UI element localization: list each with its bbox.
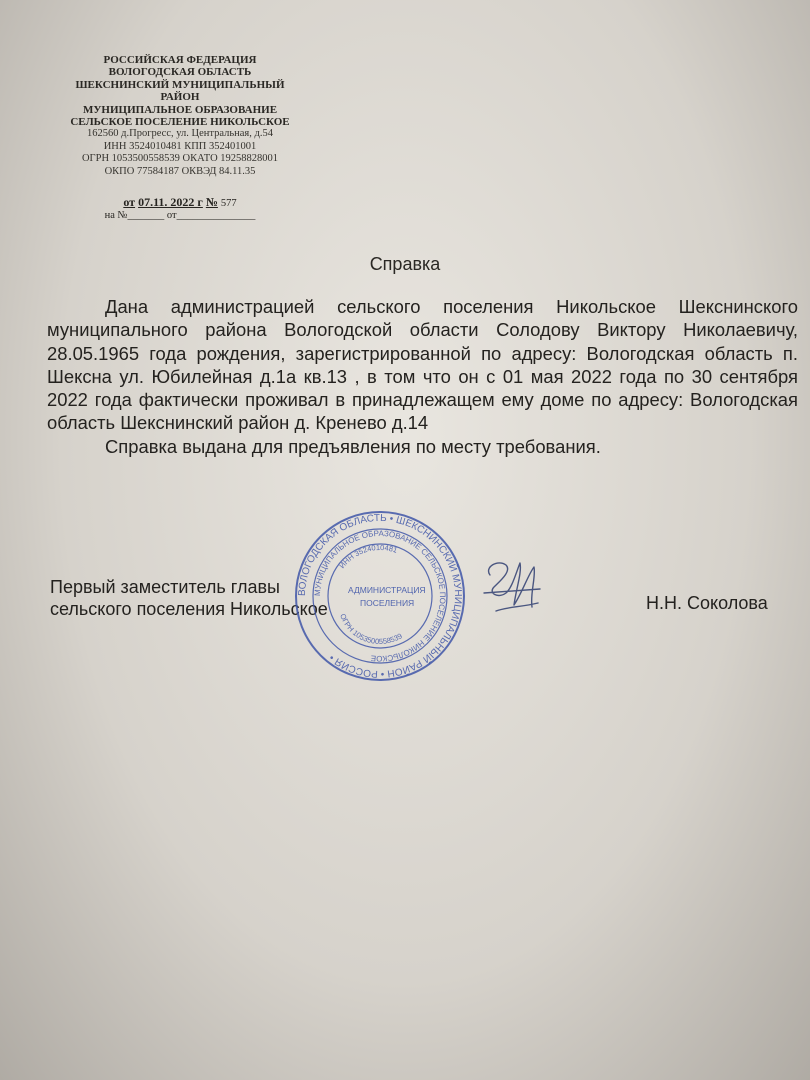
- seal-inn-text: ИНН 3524010481: [337, 542, 399, 571]
- reference-line: на №_______ от_______________: [104, 210, 256, 222]
- outgoing-no: 577: [220, 198, 237, 210]
- letterhead-line: МУНИЦИПАЛЬНОЕ ОБРАЗОВАНИЕ: [82, 103, 278, 116]
- seal-center-mark: [348, 585, 426, 608]
- official-seal: [294, 510, 466, 682]
- letterhead-okpo-okved: ОКПО 77584187 ОКВЭД 84.11.35: [104, 165, 256, 177]
- outgoing-no-label: №: [205, 195, 218, 210]
- letterhead-line: ШЕКСНИНСКИЙ МУНИЦИПАЛЬНЫЙ: [75, 78, 285, 91]
- letterhead-line: РОССИЙСКАЯ ФЕДЕРАЦИЯ: [103, 54, 257, 66]
- outgoing-date: 07.11. 2022 г: [138, 195, 203, 210]
- seal-outer-text: ВОЛОГОДСКАЯ ОБЛАСТЬ • ШЕКСНИНСКИЙ МУНИЦИПАЛЬНЫЙ РАЙОН • РОССИЯ •: [296, 512, 464, 680]
- body-closing: Справка выдана для предъявления по месту требования.: [105, 435, 601, 457]
- outgoing-number: [40, 196, 320, 210]
- svg-text:АДМИНИСТРАЦИЯ: АДМИНИСТРАЦИЯ: [348, 585, 426, 595]
- letterhead-address: 162560 д.Прогресс, ул. Центральная, д.54: [87, 128, 273, 140]
- svg-text:ПОСЕЛЕНИЯ: ПОСЕЛЕНИЯ: [360, 598, 415, 608]
- signatory-position-line1: Первый заместитель главы: [50, 577, 280, 597]
- document-body: [47, 295, 798, 458]
- handwritten-signature: [476, 553, 556, 619]
- letterhead-line: РАЙОН: [160, 91, 200, 104]
- letterhead-line: СЕЛЬСКОЕ ПОСЕЛЕНИЕ НИКОЛЬСКОЕ: [70, 116, 290, 129]
- letterhead: [40, 54, 320, 223]
- body-paragraph: Дана администрацией сельского поселения Никольское Шекснинского муниципального района Вологодской области Солодову Виктору Николаевичу, 28.05.1965 года рождения, зарегистрированной по адресу: Вологодская область п. Шексна ул. Юбилейная д.1а кв.13 , в том что он с 01 мая 2022 года по 30 сентября 2022 года фактически проживал в принадлежащем ему доме по адресу: Вологодская область Шекснинский район д. Кренево д.14: [47, 296, 798, 434]
- outgoing-prefix: от: [123, 195, 136, 210]
- seal-middle-text: МУНИЦИПАЛЬНОЕ ОБРАЗОВАНИЕ СЕЛЬСКОЕ ПОСЕЛЕНИЕ НИКОЛЬСКОЕ: [312, 528, 448, 664]
- signatory-position-line2: сельского поселения Никольское: [50, 599, 328, 619]
- seal-ogrn-text: ОГРН 1053500558539: [338, 612, 404, 647]
- signatory-name: Н.Н. Соколова: [646, 593, 768, 613]
- letterhead-inn-kpp: ИНН 3524010481 КПП 352401001: [103, 140, 257, 152]
- letterhead-line: ВОЛОГОДСКАЯ ОБЛАСТЬ: [108, 66, 252, 79]
- document-title: Справка: [369, 254, 441, 274]
- signatory-position: [50, 576, 328, 620]
- letterhead-ogrn-okato: ОГРН 1053500558539 ОКАТО 19258828001: [81, 153, 279, 165]
